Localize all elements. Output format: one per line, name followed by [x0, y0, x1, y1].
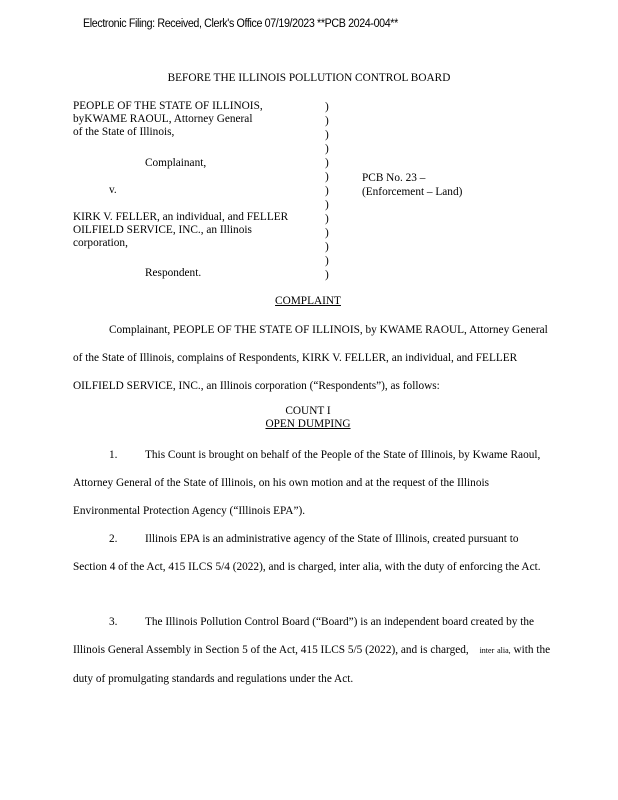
paren: ): [325, 241, 329, 253]
count-title: OPEN DUMPING: [265, 418, 351, 430]
plaintiff-line-2: byKWAME RAOUL, Attorney General: [73, 113, 253, 125]
paren: ): [325, 255, 329, 267]
paren: ): [325, 115, 329, 127]
numbered-paragraph: [73, 525, 553, 581]
paragraph-text: Illinois EPA is an administrative agency of the State of Illinois, created pursuant to Section 4 of the Act, 415 ILCS 5/4 (2022), and is charged, inter alia, with the duty of enforcing the Act.: [73, 533, 541, 573]
respondent-label: Respondent.: [145, 267, 202, 279]
paragraph-number: 2.: [109, 533, 118, 545]
board-heading: BEFORE THE ILLINOIS POLLUTION CONTROL BOARD: [167, 72, 451, 84]
complainant-label: Complainant,: [145, 157, 207, 169]
italic-inter: inter: [479, 646, 495, 655]
paragraph-number: 3.: [109, 616, 118, 628]
paren: ): [325, 157, 329, 169]
case-number: PCB No. 23 –: [362, 172, 426, 184]
paren: ): [325, 143, 329, 155]
count-label: COUNT I: [285, 405, 331, 417]
paragraph-text: The Illinois Pollution Control Board (“Board”) is an independent board created by the Illinois General Assembly in Section 5 of the Act, 415 ILCS 5/5 (2022), and is charged,: [73, 616, 535, 656]
defendant-block: [73, 211, 288, 250]
paren: ): [325, 129, 329, 141]
case-number-block: [362, 171, 462, 199]
plaintiff-line-3: of the State of Illinois,: [73, 126, 175, 138]
italic-alia: alia,: [497, 646, 511, 655]
paren: ): [325, 213, 329, 225]
count-heading: [0, 405, 617, 431]
paren: ): [325, 269, 329, 281]
paragraph-number: 1.: [109, 449, 118, 461]
paren: ): [325, 199, 329, 211]
plaintiff-block: [73, 100, 263, 139]
paren: ): [325, 227, 329, 239]
filing-stamp: Electronic Filing: Received, Clerk's Office 07/19/2023 **PCB 2024-004**: [83, 18, 398, 30]
numbered-paragraph: [73, 441, 553, 525]
case-type: (Enforcement – Land): [362, 186, 463, 198]
plaintiff-line-1: PEOPLE OF THE STATE OF ILLINOIS,: [73, 100, 263, 112]
defendant-line-2: OILFIELD SERVICE, INC., an Illinois: [73, 224, 252, 236]
paragraph-text-continued: with the duty of promulgating standards and regulations under the Act.: [73, 644, 551, 685]
defendant-line-1: KIRK V. FELLER, an individual, and FELLER: [73, 211, 289, 223]
numbered-paragraph: [73, 608, 553, 693]
caption-parens: [325, 100, 329, 282]
paren: ): [325, 101, 329, 113]
paragraph-text: This Count is brought on behalf of the People of the State of Illinois, by Kwame Raoul, Attorney General of the State of Illinois, on his own motion and at the request of the Illinois Environmental Protection Agency (“Illinois EPA”).: [73, 449, 541, 517]
paren: ): [325, 185, 329, 197]
defendant-line-3: corporation,: [73, 237, 128, 249]
intro-paragraph: Complainant, PEOPLE OF THE STATE OF ILLINOIS, by KWAME RAOUL, Attorney General of the State of Illinois, complains of Respondents, KIRK V. FELLER, an individual, and FELLER OILFIELD SERVICE, INC., an Illinois corporation (“Respondents”), as follows:: [73, 324, 548, 392]
paren: ): [325, 171, 329, 183]
versus-label: v.: [109, 184, 117, 196]
complaint-title: COMPLAINT: [275, 295, 341, 307]
